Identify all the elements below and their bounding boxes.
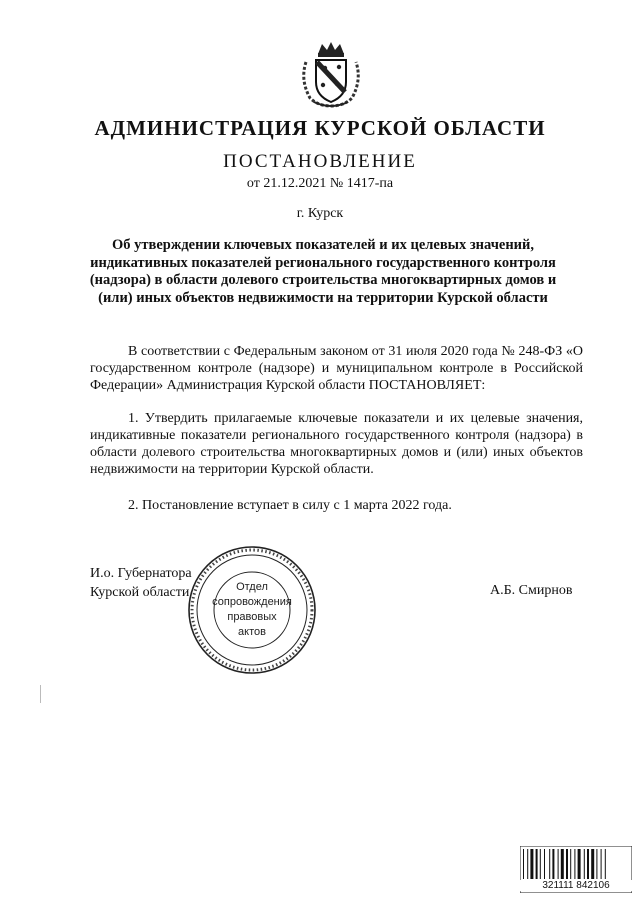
kursk-coat-of-arms-icon: [296, 40, 366, 110]
organization-title: АДМИНИСТРАЦИЯ КУРСКОЙ ОБЛАСТИ: [94, 116, 546, 140]
barcode-number: 321111 842106: [520, 880, 632, 891]
signatory-title: [90, 564, 192, 602]
city: г. Курск: [296, 206, 344, 221]
signatory-title-line-2: Курской области: [90, 585, 190, 600]
stamp-line-3: правовых: [227, 611, 277, 623]
signatory-name: А.Б. Смирнов: [490, 583, 573, 598]
stamp-line-1: Отдел: [236, 581, 268, 593]
document-subject: Об утверждении ключевых показателей и их целевых значений, индикативных показателей регионального государственного контроля (надзора) в области долевого строительства многоквартирных домов и (или) иных объектов недвижимости на территории Курской области: [89, 237, 557, 306]
body-paragraph-3: 2. Постановление вступает в силу с 1 марта 2022 года.: [128, 498, 452, 513]
body-paragraph-1: В соответствии с Федеральным законом от 31 июля 2020 года № 248-ФЗ «О государственном контроле (надзоре) и муниципальном контроле в Российской Федерации» Администрация Курской области ПОСТАНОВЛЯЕТ:: [90, 344, 583, 393]
official-stamp: [186, 544, 318, 676]
body-paragraph-2: 1. Утвердить прилагаемые ключевые показатели и их целевые значения, индикативные показатели регионального государственного контроля (надзора) в области долевого строительства многоквартирных домов и (или) иных объектов недвижимости на территории Курской области.: [90, 411, 583, 477]
margin-mark: [40, 685, 41, 703]
stamp-line-2: сопровождения: [212, 596, 292, 608]
document-number: от 21.12.2021 № 1417-па: [246, 176, 394, 191]
document-type: ПОСТАНОВЛЕНИЕ: [223, 151, 417, 172]
signatory-title-line-1: И.о. Губернатора: [90, 566, 192, 581]
stamp-line-4: актов: [238, 626, 266, 638]
